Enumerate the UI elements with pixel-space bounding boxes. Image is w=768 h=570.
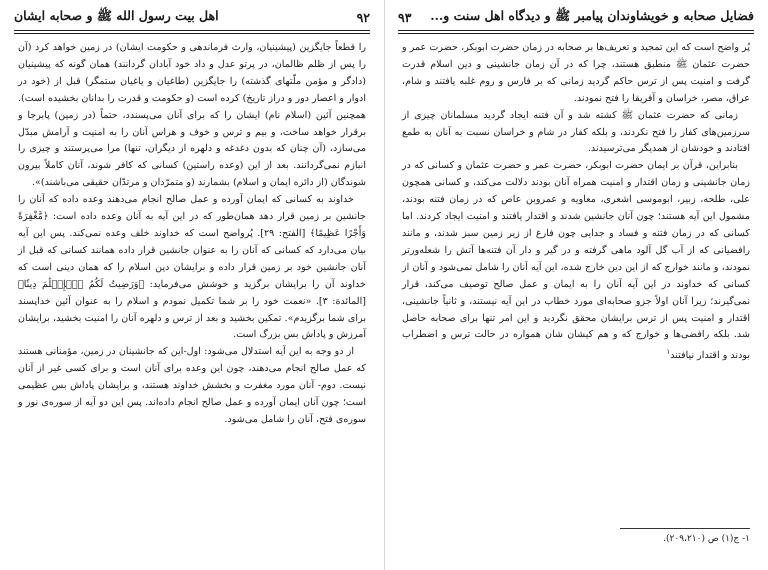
page-gutter <box>384 0 385 570</box>
footnote-marker: ۱ <box>666 348 671 357</box>
right-header-rule <box>398 30 754 34</box>
left-paragraph-1: را قطعاً جایگزین (پیشینیان، وارث فرماندهی و حکومت ایشان) در زمین خواهد کرد (آن را پس از ظلم ظالمان، در پرتو عدل و داد خود آبادان گردانند) همان گونه که پیشینیان (دادگر و مؤمن ملّتهای گذشته) را جایگزین (طاغیان و یاغیان ستمگر) قبل از (خود در ادوار و اعصار دور و دراز تاریخ) کرده است (و حکومت و قدرت را بدانان بخشیده است). همچنین آئین (اسلام نام) ایشان را که برای آنان می‌پسندد، حتماً (در زمین) پابرجا و برقرار خواهد ساخت، و بیم و ترس و خوف و هراس آنان را به امنیت و آرامش مبدّل می‌سازد، (آن چنان که بدون دغدغه و دلهره از دیگران، تنها) مرا می‌پرستند و چیزی را انبازم نمی‌گردانند. بعد از این (وعده راستین) کسانی که کافر شوند، آنان کاملاً بیرون شوندگان (از دائره ایمان و اسلام) بشمارند (و متمرّدان و مرتدّان حقیقی می‌باشند)». <box>18 42 366 189</box>
left-paragraph-2: خداوند به کسانی که ایمان آورده و عمل صالح انجام می‌دهند وعده داده که آنان را جانشین بر زمین قرار دهد همان‌طور که در این آیه به آنان وعده داده است: ﴿مَّغْفِرَةً وَأَجْرًا عَظِيمًا﴾ [الفتح: ۲۹]. پُرواضح است که خداوند خلف وعده نمی‌کند. پس این آیه بیان می‌دارد که کسانی که آنان را به عنوان جانشین قرار داده همانند کسانی که قبل از آنان جانشین خود بر زمین قرار داده و برایشان دین اسلام را که همان دینی است که خداوند آن را برایشان برگزید و خوشش می‌فرماید: ﴿وَرَضِيتُ لَكُمُ ٱلۡإِسۡلَٰمَ دِينٗا﴾ [المائدة: ۳]. «نعمت خود را بر شما تکمیل نمودم و اسلام را به عنوان آئین خداپسند برای شما برگزیدم». تمکین بخشید و بعد از ترس و دلهره آنان را امنیت بخشید، برایشان آمرزش و پاداش بس بزرگ است. <box>18 194 366 341</box>
right-paragraph-1: پُر واضح است که این تمجید و تعریف‌ها بر صحابه در زمان حضرت ابوبکر، حضرت عمر و حضرت عثمان ﷺ منطبق هستند، چرا که در آن زمان جانشینی و دین اسلام قدرت گرفت و امنیت پس از ترس حاکم گردید زمانی که بر فارس و روم غلبه یافتند و شام، عراق، مصر، خراسان و آفریقا را فتح نمودند. <box>402 42 750 104</box>
left-page-header <box>14 6 370 28</box>
left-page-body <box>18 40 366 562</box>
left-page-running-title: اهل بیت رسول الله ﷺ و صحابه ایشان <box>14 7 219 23</box>
right-page <box>392 0 760 570</box>
left-header-rule <box>14 30 370 34</box>
right-paragraph-3-text: بنابراین، قرآن بر ایمان حضرت ابوبکر، حضرت عمر و حضرت عثمان و کسانی که در زمان جانشینی و زمان اقتدار و امنیت همراه آنان بودند دلالت می‌کند، و کسانی همچون علی، طلحه، زبیر، ابوموسی اشعری، معاویه و عمروبن عاص که در زمان فتنه بودند، مشمول این آیه هستند؛ چون آنان جانشین شدند و اقتدار یافتند و امنیت ایجاد کردند. اما کسانی که در زمان فتنه و فساد و جدایی چون فارغ از زیر زمین سبز شدند، و مانند رافضیانی که از آب گل آلود ماهی گرفته و در گیر و دار آن فتنه‌ها آتش را شعله‌ورتر نمودند، و مانند خوارج که از این دین خارج شده، این آیه آنان را شامل نمی‌شود و آنان از کسانی که خداوند در این آیه آنان را به ایمان و عمل صالح توصیف می‌کند، قرار نمی‌گیرند؛ زیرا آنان اولاً جزو صحابه‌ای مورد خطاب در این آیه نیستند، و ثانیاً جانشینی، اقتدار و امنیت پس از ترس برایشان محقق نگردید و این امر تنها برای صحابه حاصل شد. بلکه رافضی‌ها و خوارج که و هم کیشان شان همواره در حالت ترس و اضطراب بودند و اقتدار نیافتند <box>402 160 750 362</box>
left-paragraph-3: از دو وجه به این آیه استدلال می‌شود: اول-این که جانشینان در زمین، مؤمنانی هستند که عمل صالح انجام می‌دهند، چون این وعده برای آنان است و برای کسی غیر از آنان نیست. دوم- آنان مورد مغفرت و بخشش خداوند هستند، و برایشان پاداش بس عظیمی است؛ چون آنان ایمان آورده و عمل صالح انجام داده‌اند. پس این دو آیه از سوره‌ی نور و سوره‌ی فتح، آنان را شامل می‌شود. <box>18 346 366 425</box>
footnote: ۱- ج(۱) ص (۲۰۹،۲۱۰). <box>663 534 750 544</box>
right-page-running-title: فضایل صحابه و خویشاوندان پیامبر ﷺ و دیدگاه اهل سنت و... <box>430 7 754 23</box>
left-page-number: ۹۲ <box>356 9 370 25</box>
footnote-rule <box>620 528 750 529</box>
right-page-header <box>398 6 754 28</box>
left-page <box>8 0 376 570</box>
right-page-number: ۹۳ <box>398 9 412 25</box>
right-paragraph-2: زمانی که حضرت عثمان ﷺ کشته شد و آن فتنه ایجاد گردید مسلمانان چیزی از سرزمین‌های کفار را فتح نکردند، و بلکه کفار در شام و خراسان نسبت به آنان به طمع افتادند و خودشان از همدیگر می‌ترسیدند. <box>402 109 750 155</box>
right-paragraph-3 <box>402 158 750 365</box>
right-page-body <box>402 40 750 500</box>
